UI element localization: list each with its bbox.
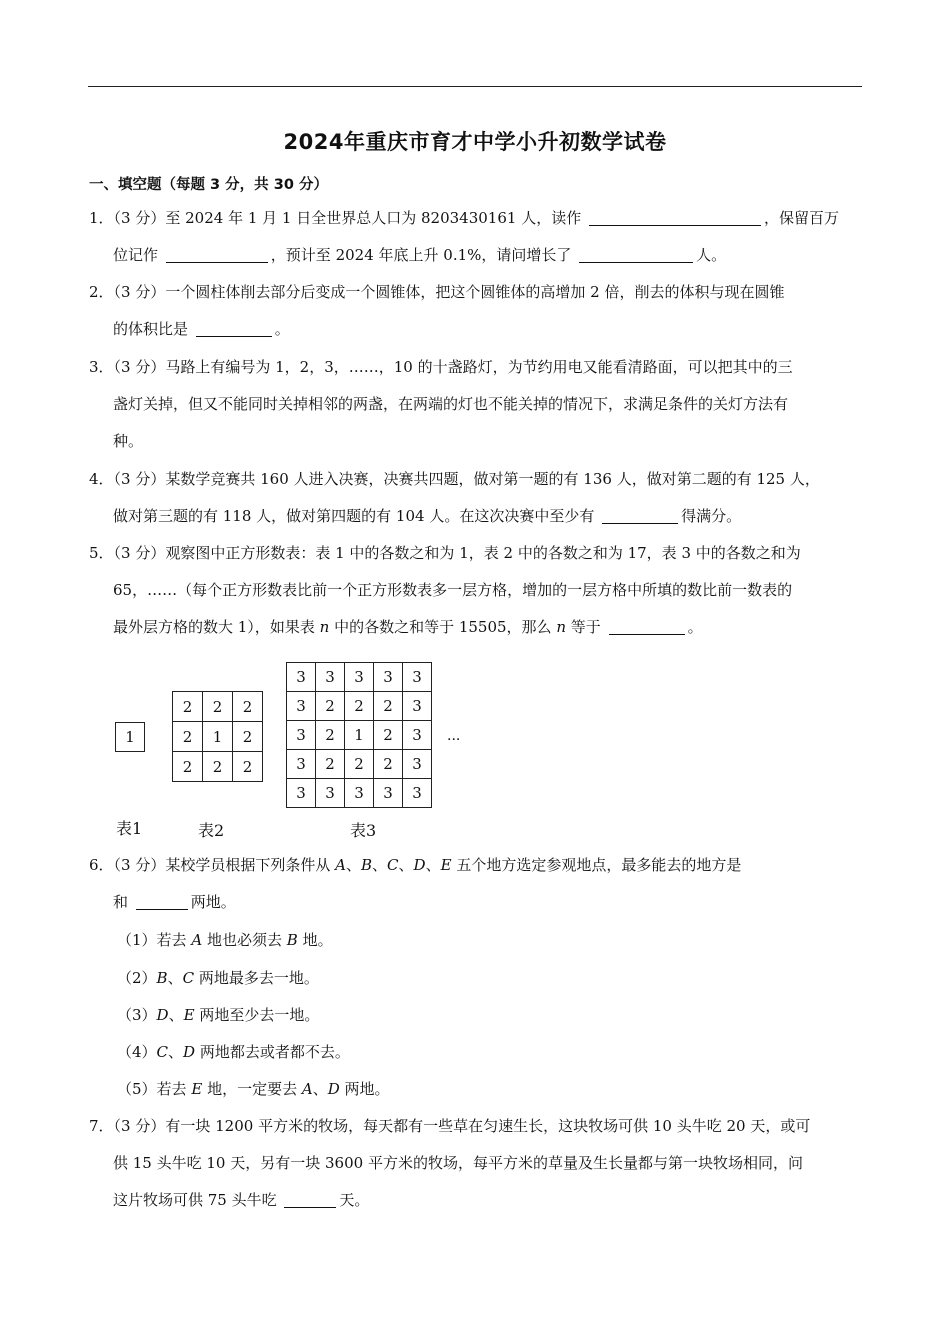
answer-blank-1c[interactable] <box>579 244 693 263</box>
answer-blank-5[interactable] <box>609 616 685 635</box>
question-3: 3．（3 分）马路上有编号为 1，2，3，……，10 的十盏路灯，为节约用电又能看清路面，可以把其中的三 盏灯关掉，但又不能同时关掉相邻的两盏，在两端的灯也不能关掉的情况下，求满足条件的关灯方法有 种。 <box>89 358 793 450</box>
number-table-2: 2 2 2 2 1 2 2 2 2 <box>172 691 263 782</box>
question-4: 4．（3 分）某数学竞赛共 160 人进入决赛，决赛共四题，做对第一题的有 136 人，做对第二题的有 125 人， 做对第三题的有 118 人，做对第四题的有 104 人。在这次决赛中至少有 得满分。 <box>89 470 820 525</box>
table-1-caption: 表1 <box>116 819 143 838</box>
condition-3: （3）D、E 两地至少去一地。 <box>117 1006 320 1024</box>
answer-blank-4[interactable] <box>602 505 678 524</box>
table-ellipsis: ... <box>447 728 461 744</box>
condition-2: （2）B、C 两地最多去一地。 <box>117 969 319 987</box>
answer-blank-1b[interactable] <box>166 244 268 263</box>
answer-blank-6[interactable] <box>136 891 188 910</box>
table-3-caption: 表3 <box>350 821 377 840</box>
number-table-1: 1 <box>115 722 145 752</box>
question-1: 1．（3 分）至 2024 年 1 月 1 日全世界总人口为 8203430161 人，读作 ，保留百万 位记作 ，预计至 2024 年底上升 0.1%，请问增长了 人。 <box>89 209 839 264</box>
question-7: 7．（3 分）有一块 1200 平方米的牧场，每天都有一些草在匀速生长，这块牧场可供 10 头牛吃 20 天，或可 供 15 头牛吃 10 天，另有一块 3600 平方米的牧场，每平方米的草量及生长量都与第一块牧场相同，问 这片牧场可供 75 头牛吃 天。 <box>89 1117 811 1209</box>
page-title: 2024年重庆市育才中学小升初数学试卷 <box>283 130 667 154</box>
condition-1: （1）若去 A 地也必须去 B 地。 <box>117 931 333 949</box>
question-2: 2．（3 分）一个圆柱体削去部分后变成一个圆锥体，把这个圆锥体的高增加 2 倍，削去的体积与现在圆锥 的体积比是 。 <box>89 283 785 338</box>
question-6: 6．（3 分）某校学员根据下列条件从 A、B、C、D、E 五个地方选定参观地点，最多能去的地方是 和 两地。 <box>89 856 742 911</box>
answer-blank-7[interactable] <box>284 1189 336 1208</box>
question-5: 5．（3 分）观察图中正方形数表：表 1 中的各数之和为 1，表 2 中的各数之和为 17，表 3 中的各数之和为 65，……（每个正方形数表比前一个正方形数表多一层方格，增加的一层方格中所填的数比前一数表的 最外层方格的数大 1），如果表 n 中的各数之和等于 15505，那么 n 等于 。 <box>89 544 801 636</box>
answer-blank-2[interactable] <box>196 318 272 337</box>
header-rule <box>88 86 862 87</box>
answer-blank-1a[interactable] <box>589 207 761 226</box>
section-heading: 一、填空题（每题 3 分，共 30 分） <box>89 177 328 193</box>
condition-4: （4）C、D 两地都去或者都不去。 <box>117 1043 350 1061</box>
condition-5: （5）若去 E 地，一定要去 A、D 两地。 <box>117 1080 390 1098</box>
number-table-3: 3 3 3 3 3 3 2 2 2 3 3 2 1 2 3 3 2 2 2 3 3 3 3 3 3 <box>286 662 432 808</box>
table-2-caption: 表2 <box>198 821 225 840</box>
